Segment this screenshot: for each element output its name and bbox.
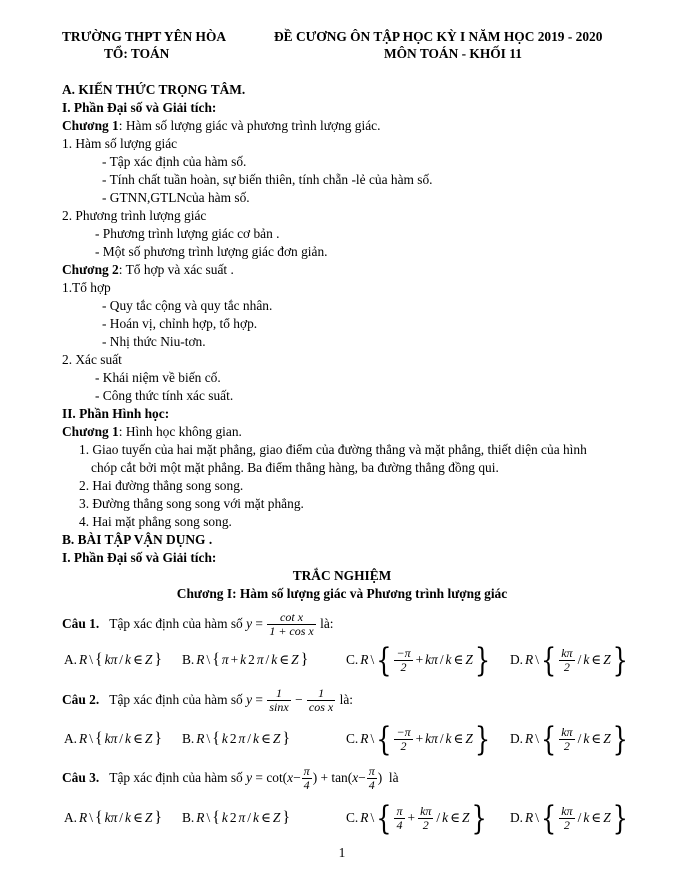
q2-option-d[interactable]: D. R \ { $\frac{k\pi}{2}$ / k ∈ Z } [510,720,628,758]
q3-option-c[interactable]: C. R \ { $\frac{\pi}{4}$ + $\frac{k\pi}{2}$ / k ∈ Z } [346,799,487,837]
section-a-heading: A. KIẾN THỨC TRỌNG TÂM. [62,82,246,97]
list-item: - Nhị thức Niu-tơn. [102,334,206,349]
list-item: 3. Đường thẳng song song với mặt phẳng. [79,496,304,511]
list-item: 4. Hai mặt phẳng song song. [79,514,232,529]
q3-option-a[interactable]: A. R \ { kπ / k ∈ Z } [64,809,163,826]
school-name: TRƯỜNG THPT YÊN HÒA [62,29,227,44]
question-2: Câu 2. Tập xác định của hàm số y = $\frac{1}{\sin x}$ − $\frac{1}{\text{cos x}}$ là: [62,685,353,714]
list-item: 2. Hai đường thẳng song song. [79,478,244,493]
doc-subject: MÔN TOÁN - KHỐI 11 [384,46,522,61]
q2-option-c[interactable]: C. R \ { $\frac{-\pi}{2}$ + kπ / k ∈ Z } [346,720,491,758]
list-item: - GTNN,GTLNcủa hàm số. [102,190,250,205]
chapter1-line: Chương 1: Hàm số lượng giác và phương trình lượng giác. [62,118,381,133]
question-3: Câu 3. Tập xác định của hàm số y = cot( x − $\frac{\pi}{4}$ ) + tan( x − $\frac{\pi}{4}$ ) là [62,763,399,792]
ch1-sub2: 2. Phương trình lượng giác [62,208,207,223]
q2-option-b[interactable]: B. R \ { k 2 π / k ∈ Z } [182,730,291,747]
q3-option-d[interactable]: D. R \ { $\frac{k\pi}{2}$ / k ∈ Z } [510,799,628,837]
list-item: - Phương trình lượng giác cơ bản . [95,226,280,241]
question-1: Câu 1. Tập xác định của hàm số y = $\frac{\text{cot x}}{\text{1 + cos x}}$ là: [62,609,334,638]
group-name: TỔ: TOÁN [104,46,170,61]
section-b-heading: B. BÀI TẬP VẬN DỤNG . [62,532,213,547]
list-item: - Công thức tính xác suất. [95,388,234,403]
list-item: - Quy tắc cộng và quy tắc nhân. [102,298,273,313]
part1-heading: I. Phần Đại số và Giải tích: [62,100,217,115]
chapter-title: Chương I: Hàm số lượng giác và Phương trình lượng giác [176,586,508,601]
q3-option-b[interactable]: B. R \ { k 2 π / k ∈ Z } [182,809,291,826]
list-item: - Khái niệm về biến cố. [95,370,221,385]
part2-heading: II. Phần Hình học: [62,406,170,421]
list-item: - Hoán vị, chỉnh hợp, tổ hợp. [102,316,258,331]
q2-option-a[interactable]: A. R \ { kπ / k ∈ Z } [64,730,163,747]
ch2-sub2: 2. Xác suất [62,352,122,367]
list-item: 1. Giao tuyến của hai mặt phẳng, giao điểm của đường thẳng và mặt phẳng, thiết diện của hình [79,442,587,457]
chapter2-line: Chương 2: Tổ hợp và xác suất . [62,262,234,277]
q1-option-a[interactable]: A. R \ { kπ / k ∈ Z } [64,651,163,668]
list-item: chóp cắt bởi một mặt phẳng. Ba điểm thẳng hàng, ba đường thẳng đồng qui. [91,460,499,475]
ch1-sub1: 1. Hàm số lượng giác [62,136,178,151]
doc-title: ĐỀ CƯƠNG ÔN TẬP HỌC KỲ I NĂM HỌC 2019 - 2020 [274,29,603,44]
page-number: 1 [338,845,346,860]
list-item: - Một số phương trình lượng giác đơn giản. [95,244,328,259]
geometry-chapter1-line: Chương 1: Hình học không gian. [62,424,242,439]
q1-option-b[interactable]: B. R \ { π + k 2 π / k ∈ Z } [182,651,309,668]
list-item: - Tính chất tuần hoàn, sự biến thiên, tính chẵn -lẻ của hàm số. [102,172,433,187]
q1-option-d[interactable]: D. R \ { $\frac{k\pi}{2}$ / k ∈ Z } [510,641,628,679]
section-b-part1: I. Phần Đại số và Giải tích: [62,550,217,565]
list-item: - Tập xác định của hàm số. [102,154,247,169]
mc-title: TRẮC NGHIỆM [292,568,392,583]
q1-option-c[interactable]: C. R \ { $\frac{-\pi}{2}$ + kπ / k ∈ Z } [346,641,491,679]
ch2-sub1: 1.Tổ hợp [62,280,111,295]
